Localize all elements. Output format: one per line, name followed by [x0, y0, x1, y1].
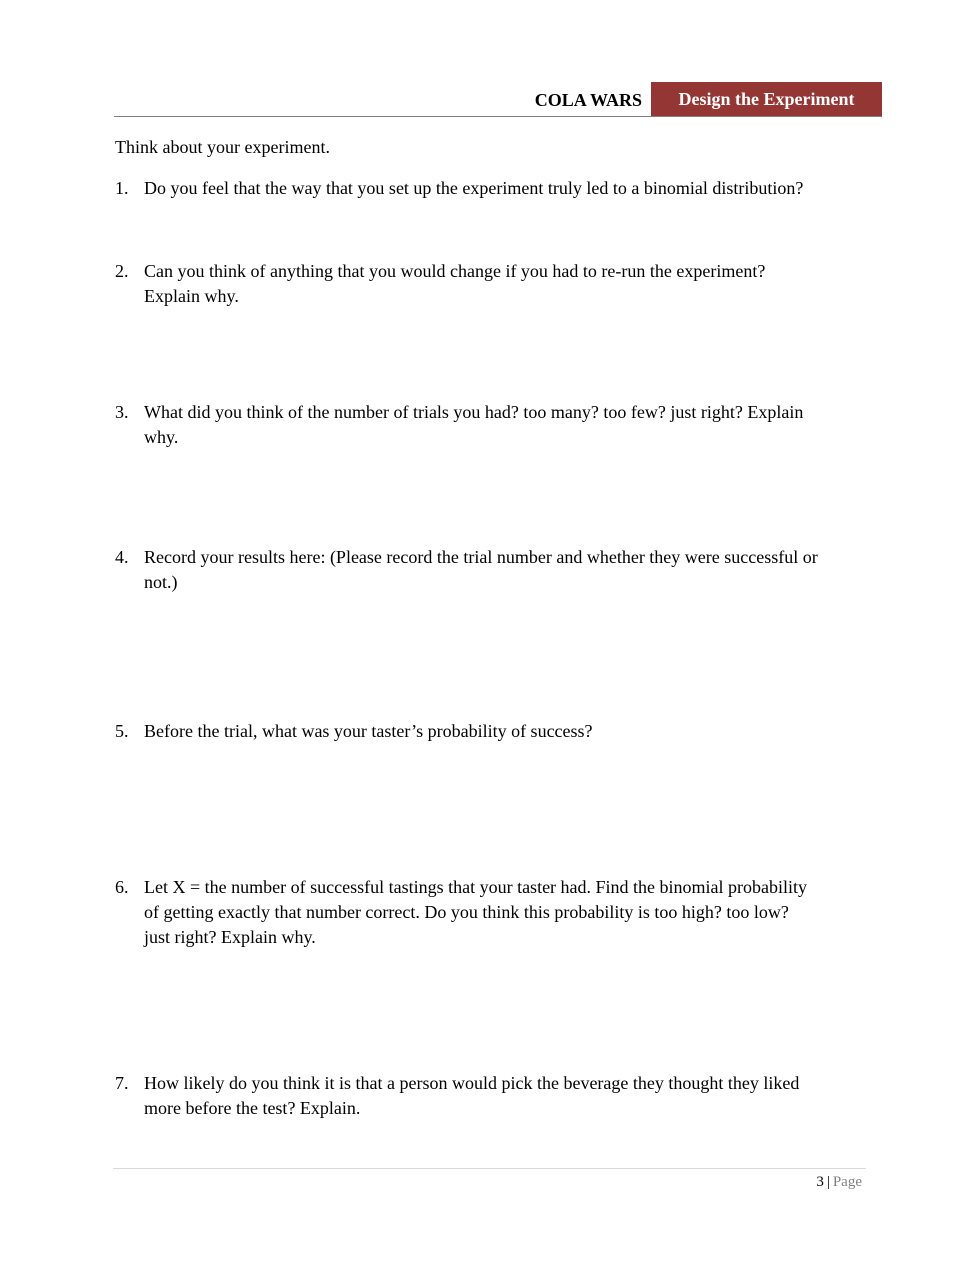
question-line: Before the trial, what was your taster’s probability of success? [144, 721, 593, 741]
question-number: 4. [115, 547, 129, 567]
question-number: 2. [115, 261, 129, 281]
header-title: COLA WARS [534, 90, 642, 110]
question-text [115, 719, 870, 744]
header-section-badge: Design the Experiment [651, 82, 882, 117]
question-line: Explain why. [144, 286, 239, 306]
question-number: 3. [115, 402, 129, 422]
question-number: 6. [115, 877, 129, 897]
question-line: more before the test? Explain. [144, 1098, 361, 1118]
header-divider [114, 116, 882, 117]
question-number: 7. [115, 1073, 129, 1093]
question-line: What did you think of the number of trials you had? too many? too few? just right? Explain [144, 402, 804, 422]
question-line: Let X = the number of successful tastings that your taster had. Find the binomial probability [144, 877, 808, 897]
question-text [115, 400, 870, 450]
question-line: Can you think of anything that you would change if you had to re-run the experiment? [144, 261, 766, 281]
question-text [115, 176, 870, 201]
page-footer [816, 1173, 862, 1191]
question-5 [115, 719, 870, 744]
page-separator: | [826, 1174, 830, 1190]
question-1 [115, 176, 870, 201]
question-line: why. [144, 427, 179, 447]
question-text [115, 259, 870, 309]
question-line: Do you feel that the way that you set up the experiment truly led to a binomial distribution? [144, 178, 804, 198]
question-text [115, 875, 870, 950]
intro-text: Think about your experiment. [115, 137, 330, 157]
question-4 [115, 545, 870, 595]
footer-divider [113, 1168, 866, 1169]
question-line: just right? Explain why. [144, 927, 316, 947]
page-number: 3 [816, 1174, 824, 1190]
question-text [115, 545, 870, 595]
question-line: not.) [144, 572, 178, 592]
question-line: Record your results here: (Please record the trial number and whether they were successful or [144, 547, 818, 567]
question-number: 5. [115, 721, 129, 741]
question-3 [115, 400, 870, 450]
question-line: of getting exactly that number correct. Do you think this probability is too high? too low? [144, 902, 789, 922]
page-label: Page [832, 1174, 862, 1190]
question-7 [115, 1071, 870, 1121]
question-number: 1. [115, 178, 129, 198]
page-header [114, 82, 882, 117]
question-6 [115, 875, 870, 950]
question-line: How likely do you think it is that a person would pick the beverage they thought they liked [144, 1073, 800, 1093]
question-2 [115, 259, 870, 309]
question-text [115, 1071, 870, 1121]
